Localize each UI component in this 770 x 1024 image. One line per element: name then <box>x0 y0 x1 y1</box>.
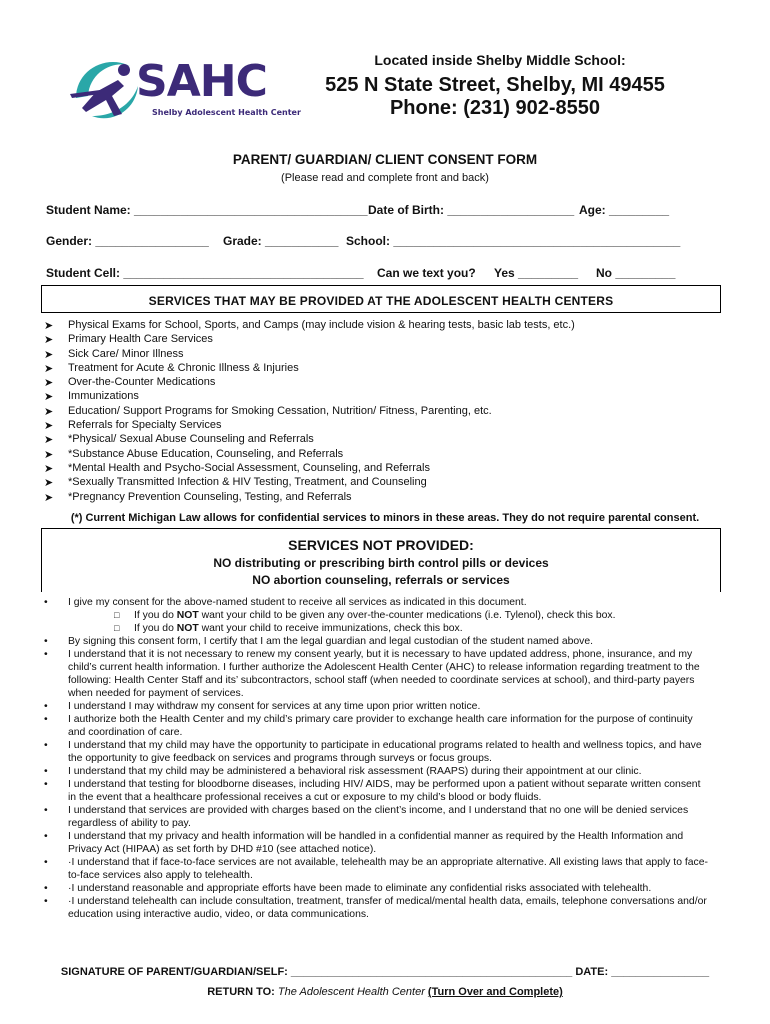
arrow-bullet-icon: ➤ <box>44 420 54 433</box>
consent-text: If you do <box>134 623 177 634</box>
arrow-bullet-icon: ➤ <box>44 448 54 461</box>
list-item <box>44 405 575 419</box>
list-item <box>44 462 575 476</box>
return-place: The Adolescent Health Center <box>277 986 425 998</box>
services-header-box <box>41 285 721 313</box>
list-item-label: Physical Exams for School, Sports, and Camps (may include vision & hearing tests, basic lab tests, etc.) <box>68 319 575 331</box>
services-list <box>44 319 575 505</box>
arrow-bullet-icon: ➤ <box>44 491 54 504</box>
list-item <box>44 476 575 490</box>
arrow-bullet-icon: ➤ <box>44 362 54 375</box>
list-item <box>44 376 575 390</box>
return-label: RETURN TO: <box>207 986 275 998</box>
gender-field[interactable]: Gender: _________________ <box>46 234 209 248</box>
consent-text: If you do <box>134 610 177 621</box>
list-item-label: Immunizations <box>68 390 139 403</box>
not-provided-title: SERVICES NOT PROVIDED: <box>288 537 474 553</box>
consent-item: • I understand that services are provided with charges based on the client’s income, and I understand that no one will be denied services regardless of ability to pay. <box>68 804 708 830</box>
phone-line: Phone: (231) 902-8550 <box>389 97 601 119</box>
location-line: Located inside Shelby Middle School: <box>374 52 626 68</box>
consent-text: want your child to be given any over-the-counter medications (i.e. Tylenol), check this box. <box>198 610 616 621</box>
arrow-bullet-icon: ➤ <box>44 320 54 332</box>
list-item-label: *Sexually Transmitted Infection & HIV Testing, Treatment, and Counseling <box>68 476 427 489</box>
arrow-bullet-icon: ➤ <box>44 462 54 475</box>
arrow-bullet-icon: ➤ <box>44 477 54 490</box>
student-cell-field[interactable]: Student Cell: ____________________________________ <box>46 266 364 280</box>
form-title: PARENT/ GUARDIAN/ CLIENT CONSENT FORM <box>232 152 538 167</box>
consent-item: • ·I understand reasonable and appropriate efforts have been made to eliminate any confidential risks associated with telehealth. <box>68 882 708 895</box>
services-title: SERVICES THAT MAY BE PROVIDED AT THE ADOLESCENT HEALTH CENTERS <box>148 294 614 308</box>
not-provided-line: NO distributing or prescribing birth control pills or devices <box>213 556 549 570</box>
sahc-logo <box>66 50 301 130</box>
otc-medication-checkbox-line[interactable] <box>68 609 708 622</box>
form-subtitle: (Please read and complete front and back) <box>281 172 489 184</box>
list-item <box>44 333 575 347</box>
list-item <box>44 390 575 404</box>
list-item-label: *Pregnancy Prevention Counseling, Testing, and Referrals <box>68 490 352 503</box>
list-item <box>44 362 575 376</box>
address-line: 525 N State Street, Shelby, MI 49455 <box>325 74 665 96</box>
list-item-label: Sick Care/ Minor Illness <box>68 347 184 360</box>
return-instruction: (Turn Over and Complete) <box>427 986 563 998</box>
list-item-label: Referrals for Specialty Services <box>68 419 222 432</box>
list-item-label: Education/ Support Programs for Smoking Cessation, Nutrition/ Fitness, Parenting, etc. <box>68 404 492 417</box>
logo-figure-icon <box>66 50 146 130</box>
arrow-bullet-icon: ➤ <box>44 377 54 390</box>
immunization-checkbox-line[interactable] <box>68 622 708 635</box>
arrow-bullet-icon: ➤ <box>44 391 54 404</box>
school-field[interactable]: School: ___________________________________________ <box>346 234 681 248</box>
age-field[interactable]: Age: _________ <box>579 203 670 217</box>
consent-item: • ·I understand telehealth can include consultation, treatment, transfer of medical/mental health data, emails, telephone conversations and/or education using interactive audio, video, or data communications. <box>68 895 708 921</box>
list-item <box>44 433 575 447</box>
logo-subtitle: Shelby Adolescent Health Center <box>152 108 301 117</box>
consent-item: • I understand that testing for bloodborne diseases, including HIV/ AIDS, may be performed upon a patient without separate written consent in the event that a healthcare professional receives a cut or exposure to my child’s blood or body fluids. <box>68 778 708 804</box>
list-item-label: *Substance Abuse Education, Counseling, and Referrals <box>68 447 344 460</box>
text-yes-field[interactable]: Yes _________ <box>494 266 579 280</box>
list-item <box>44 348 575 362</box>
dob-field[interactable]: Date of Birth: ___________________ <box>368 203 575 217</box>
list-item-label: Primary Health Care Services <box>68 333 213 346</box>
return-to-line <box>0 986 770 998</box>
consent-emphasis: NOT <box>176 610 199 621</box>
logo-wordmark: SAHC <box>136 56 267 107</box>
student-name-field[interactable]: Student Name: ___________________________________ <box>46 203 368 217</box>
consent-item: • I understand that my child may be administered a behavioral risk assessment (RAAPS) during their appointment at our clinic. <box>68 765 708 778</box>
arrow-bullet-icon: ➤ <box>44 434 54 447</box>
arrow-bullet-icon: ➤ <box>44 405 54 418</box>
grade-field[interactable]: Grade: ___________ <box>223 234 339 248</box>
list-item-label: *Mental Health and Psycho-Social Assessment, Counseling, and Referrals <box>68 461 430 474</box>
list-item <box>44 319 575 333</box>
list-item-label: *Physical/ Sexual Abuse Counseling and Referrals <box>68 433 314 446</box>
consent-item: • I understand I may withdraw my consent for services at any time upon prior written notice. <box>68 700 708 713</box>
arrow-bullet-icon: ➤ <box>44 334 54 347</box>
text-no-field[interactable]: No _________ <box>596 266 676 280</box>
consent-item: • ·I understand that if face-to-face services are not available, telehealth may be an appropriate alternative. All existing laws that apply to face-to-face services also apply to telehealth. <box>68 856 708 882</box>
text-question: Can we text you? <box>377 266 476 280</box>
consent-item: • I understand that my privacy and health information will be handled in a confidential manner as required by the Health Information and Privacy Act (HIPAA) as set forth by DHD #10 (see attached notice). <box>68 830 708 856</box>
not-provided-box <box>41 528 721 592</box>
list-item-label: Treatment for Acute & Chronic Illness & Injuries <box>68 361 299 374</box>
arrow-bullet-icon: ➤ <box>44 348 54 361</box>
consent-item: • I give my consent for the above-named student to receive all services as indicated in this document. <box>68 596 708 609</box>
consent-item: • By signing this consent form, I certify that I am the legal guardian and legal custodian of the student named above. <box>68 635 708 648</box>
consent-item: • I authorize both the Health Center and my child’s primary care provider to exchange health care information for the purpose of continuity and coordination of care. <box>68 713 708 739</box>
consent-emphasis: NOT <box>176 623 199 634</box>
list-item-label: Over-the-Counter Medications <box>68 376 216 389</box>
consent-text: want your child to receive immunizations, check this box. <box>198 623 463 634</box>
list-item <box>44 448 575 462</box>
list-item <box>44 419 575 433</box>
list-item <box>44 491 575 505</box>
consent-statements <box>68 596 708 921</box>
not-provided-line: NO abortion counseling, referrals or services <box>252 573 510 587</box>
signature-line[interactable]: SIGNATURE OF PARENT/GUARDIAN/SELF: ______________________________________________ DATE: ________________ <box>60 966 710 978</box>
consent-item: • I understand that it is not necessary to renew my consent yearly, but it is necessary to have updated address, phone, insurance, and my child’s current health information. I further authorize the Adolescent Health Center (AHC) to release information regarding treatment to the following: Health Center Staff and its’ subcontractors, school staff (when needed to coordinate services at school), and third-party payers when needed for payment of services. <box>68 648 708 700</box>
michigan-law-note: (*) Current Michigan Law allows for confidential services to minors in these areas. They do not require parental consent. <box>70 512 700 524</box>
consent-item: • I understand that my child may have the opportunity to participate in educational programs related to health and wellness topics, and have the opportunity to give feedback on services and programs through surveys or focus groups. <box>68 739 708 765</box>
